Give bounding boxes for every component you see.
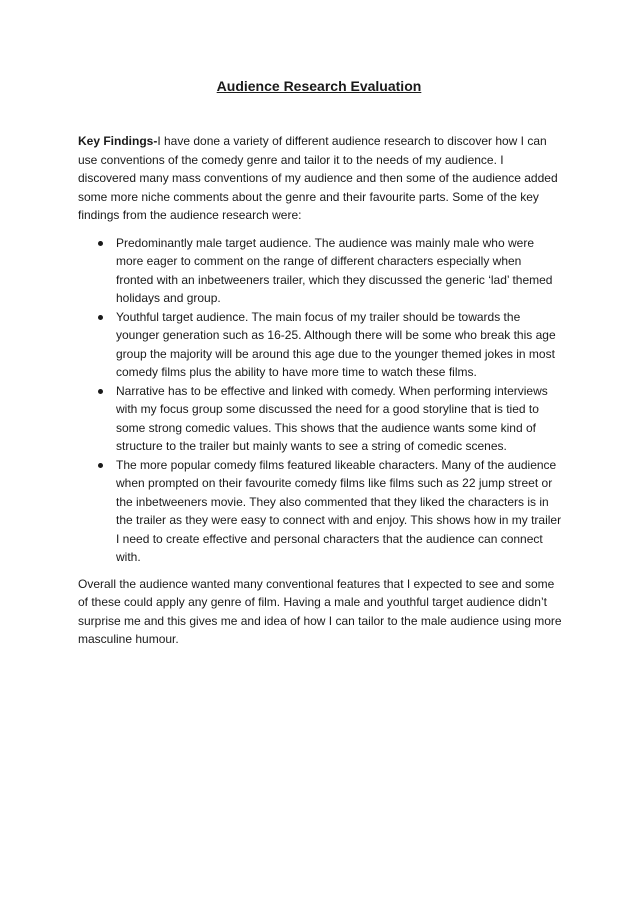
bullet-icon	[98, 463, 103, 468]
intro-paragraph	[78, 132, 562, 225]
bullet-icon	[98, 389, 103, 394]
list-item	[78, 234, 562, 308]
document-body	[78, 132, 562, 649]
list-item	[78, 382, 562, 456]
bullet-icon	[98, 315, 103, 320]
conclusion-paragraph: Overall the audience wanted many conventional features that I expected to see and some of these could apply any genre of film. Having a male and youthful target audience didn’t surprise me and this gives me and idea of how I can tailor to the male audience using more masculine humour.	[78, 576, 562, 646]
page-title: Audience Research Evaluation	[216, 78, 422, 94]
list-item	[78, 456, 562, 567]
finding-text: Narrative has to be effective and linked with comedy. When performing interviews with my focus group some discussed the need for a good storyline that is tied to some strong comedic values. This shows that the audience wants some kind of structure to the trailer but mainly wants to see a string of comedic scenes.	[116, 383, 548, 453]
bullet-icon	[98, 241, 103, 246]
intro-text: I have done a variety of different audience research to discover how I can use conventions of the comedy genre and tailor it to the needs of my audience. I discovered many mass conventions of my audience and then some of the audience added some more niche comments about the genre and their favourite parts. Some of the key findings from the audience research were:	[78, 134, 558, 222]
list-item	[78, 308, 562, 382]
finding-text: The more popular comedy films featured likeable characters. Many of the audience when prompted on their favourite comedy films like films such as 22 jump street or the inbetweeners movie. They also commented that they liked the characters is in the trailer as they were easy to connect with and enjoy. This shows how in my trailer I need to create effective and personal characters that the audience can connect with.	[116, 457, 562, 564]
findings-list	[78, 234, 562, 567]
finding-text: Youthful target audience. The main focus of my trailer should be towards the younger generation such as 16-25. Although there will be some who break this age group the majority will be around this age due to the younger themed jokes in most comedy films plus the ability to have more time to watch these films.	[116, 309, 556, 379]
finding-text: Predominantly male target audience. The audience was mainly male who were more eager to comment on the range of different characters especially when fronted with an inbetweeners trailer, which they discussed the generic ‘lad’ themed holidays and group.	[116, 235, 553, 305]
key-findings-label: Key Findings-	[78, 134, 158, 148]
